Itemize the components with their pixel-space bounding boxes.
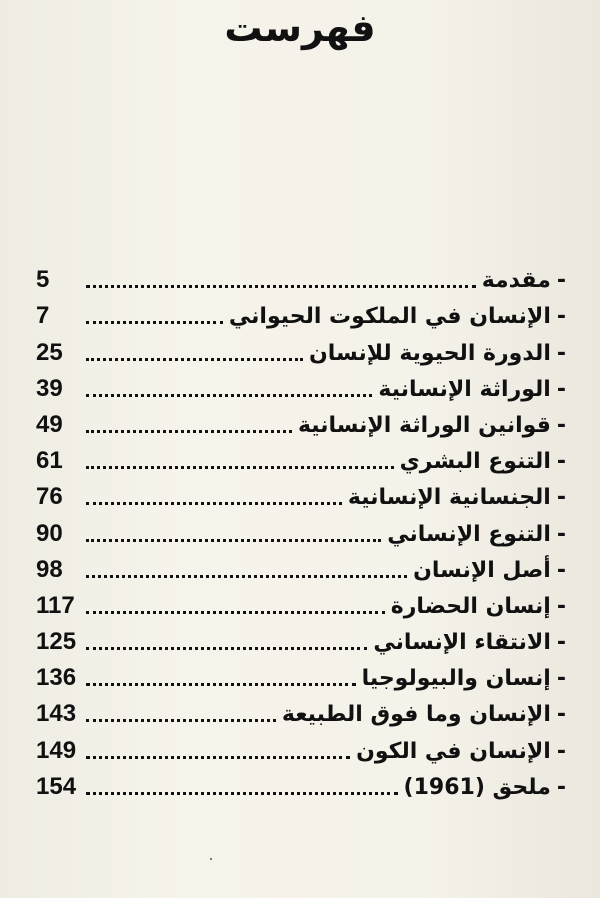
dot-leader: [86, 393, 372, 397]
dot-leader: [86, 320, 223, 324]
entry-dash: -: [556, 376, 566, 402]
entry-page-number: 25: [36, 338, 63, 366]
toc-entry: [36, 546, 566, 582]
entry-page-number: 117: [36, 591, 75, 619]
toc-entry: [36, 690, 566, 726]
entry-dash: -: [556, 449, 566, 475]
toc-entry: [36, 292, 566, 328]
dot-leader: [86, 682, 356, 686]
entry-title: الدورة الحيوية للإنسان: [309, 340, 551, 366]
toc-entry: [36, 763, 566, 799]
entry-page-number: 90: [36, 519, 63, 547]
entry-title: التنوع البشري: [399, 449, 551, 475]
entry-dash: -: [556, 702, 566, 728]
entry-title: الإنسان في الكون: [356, 738, 551, 764]
entry-page-number: 49: [36, 410, 63, 438]
page-title: فهرست: [224, 6, 376, 50]
toc-entry: [36, 437, 566, 473]
entry-dash: -: [556, 268, 566, 294]
entry-page-number: 76: [36, 483, 63, 511]
entry-title: إنسان والبيولوجيا: [361, 666, 551, 692]
entry-title: التنوع الإنساني: [387, 521, 551, 547]
dot-leader: [86, 718, 276, 722]
dot-leader: [86, 755, 350, 759]
entry-page-number: 125: [36, 628, 77, 656]
entry-title: إنسان الحضارة: [390, 593, 551, 619]
entry-page-number: 7: [36, 302, 50, 330]
entry-page-number: 61: [36, 447, 63, 475]
toc-entry: [36, 328, 566, 364]
entry-dash: -: [556, 340, 566, 366]
toc-entry: [36, 618, 566, 654]
entry-title: الجنسانية الإنسانية: [347, 485, 551, 511]
entry-dash: -: [556, 630, 566, 656]
dot-leader: [86, 791, 398, 795]
toc-entry: [36, 401, 566, 437]
table-of-contents: [36, 256, 566, 799]
entry-page-number: 143: [36, 700, 77, 728]
entry-title: ملحق (1961): [403, 774, 551, 800]
entry-dash: -: [556, 557, 566, 583]
entry-dash: -: [556, 485, 566, 511]
dot-leader: [86, 610, 385, 614]
toc-entry: [36, 473, 566, 509]
entry-page-number: 154: [36, 772, 77, 800]
entry-dash: -: [556, 666, 566, 692]
entry-dash: -: [556, 738, 566, 764]
entry-title: الإنسان وما فوق الطبيعة: [281, 702, 551, 728]
toc-entry: [36, 726, 566, 762]
entry-page-number: 136: [36, 664, 77, 692]
dot-leader: [86, 538, 381, 542]
toc-entry: [36, 365, 566, 401]
toc-entry: [36, 256, 566, 292]
entry-dash: -: [556, 412, 566, 438]
entry-page-number: 39: [36, 374, 63, 402]
toc-entry: [36, 509, 566, 545]
toc-entry: [36, 654, 566, 690]
entry-dash: -: [556, 774, 566, 800]
entry-page-number: 98: [36, 555, 63, 583]
entry-page-number: 5: [36, 266, 50, 294]
entry-title: الانتقاء الإنساني: [373, 630, 551, 656]
entry-title: أصل الإنسان: [413, 557, 551, 583]
dot-leader: [86, 574, 407, 578]
entry-dash: -: [556, 304, 566, 330]
dot-leader: [86, 357, 303, 361]
entry-dash: -: [556, 521, 566, 547]
entry-dash: -: [556, 593, 566, 619]
dot-leader: [86, 429, 292, 433]
dot-leader: [86, 646, 367, 650]
dot-leader: [86, 284, 476, 288]
entry-title: قوانين الوراثة الإنسانية: [297, 412, 551, 438]
dot-leader: [86, 465, 394, 469]
dot-leader: [86, 501, 342, 505]
entry-title: مقدمة: [481, 268, 551, 294]
entry-title: الوراثة الإنسانية: [378, 376, 551, 402]
entry-title: الإنسان في الملكوت الحيواني: [228, 304, 551, 330]
paper-speck: [210, 858, 212, 860]
toc-entry: [36, 582, 566, 618]
entry-page-number: 149: [36, 736, 77, 764]
